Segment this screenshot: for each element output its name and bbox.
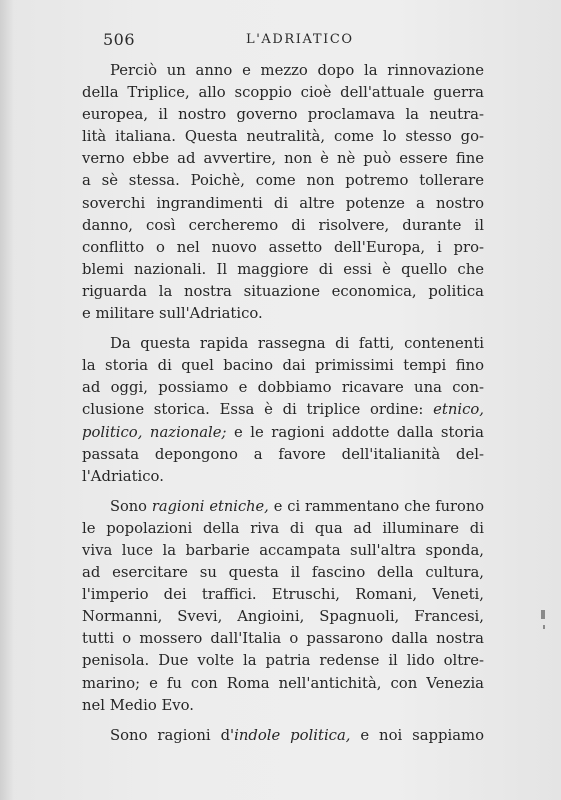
scan-speck xyxy=(541,610,545,619)
text-line xyxy=(82,466,484,488)
text-line xyxy=(82,584,484,606)
italic-text-run: ragioni etniche, xyxy=(151,497,269,515)
text-run: la storia di quel bacino dai primissimi tempi fino xyxy=(82,357,484,375)
text-line xyxy=(82,422,484,444)
text-run: nel Medio Evo. xyxy=(82,696,194,714)
text-run: ad oggi, possiamo e dobbiamo ricavare una con- xyxy=(82,379,484,397)
text-line xyxy=(82,650,484,672)
text-run: ad esercitare su questa il fascino della cultura, xyxy=(82,564,484,582)
text-line xyxy=(82,60,484,82)
text-line xyxy=(82,303,484,325)
text-run: e ci rammentano che furono xyxy=(268,497,485,515)
text-line xyxy=(82,126,484,148)
italic-text-run: etnico, xyxy=(433,401,484,419)
text-run: e militare sull'Adriatico. xyxy=(82,305,263,323)
text-line xyxy=(82,444,484,466)
text-line xyxy=(82,355,484,377)
text-run: soverchi ingrandimenti di altre potenze a nostro xyxy=(82,194,484,212)
text-line xyxy=(82,193,484,215)
text-run: Sono xyxy=(110,497,152,515)
page-number: 506 xyxy=(103,30,136,49)
text-line xyxy=(82,170,484,192)
page-gutter-shadow xyxy=(0,0,14,800)
text-run: e le ragioni addotte dalla storia xyxy=(226,423,484,441)
scan-speck xyxy=(543,625,545,629)
text-line xyxy=(82,399,484,421)
italic-text-run: politico, nazionale; xyxy=(82,423,227,441)
text-line xyxy=(82,628,484,650)
page-header xyxy=(103,30,488,52)
paragraph xyxy=(82,333,484,488)
text-line xyxy=(82,104,484,126)
text-run: Sono ragioni d' xyxy=(110,726,235,744)
paragraph xyxy=(82,60,484,325)
text-run: tutti o mossero dall'Italia o passarono dalla nostra xyxy=(82,630,484,648)
text-run: riguarda la nostra situazione economica, politica xyxy=(82,282,484,300)
paragraph xyxy=(82,496,484,717)
text-run: e noi sappiamo xyxy=(350,726,484,744)
text-run: della Triplice, allo scoppio cioè dell'attuale guerra xyxy=(82,84,484,102)
text-line xyxy=(82,377,484,399)
text-run: clusione storica. Essa è di triplice ordine: xyxy=(82,401,434,419)
text-run: l'Adriatico. xyxy=(82,467,164,485)
text-line xyxy=(82,673,484,695)
text-line xyxy=(82,695,484,717)
text-run: Perciò un anno e mezzo dopo la rinnovazione xyxy=(110,62,484,79)
text-line xyxy=(82,725,484,747)
italic-text-run: indole politica, xyxy=(234,726,351,744)
text-run: a sè stessa. Poichè, come non potremo tollerare xyxy=(82,172,484,190)
text-run: Da questa rapida rassegna di fatti, contenenti xyxy=(110,335,484,353)
body-text xyxy=(82,60,484,755)
text-run: danno, così cercheremo di risolvere, durante il xyxy=(82,216,484,234)
text-line xyxy=(82,540,484,562)
text-run: lità italiana. Questa neutralità, come lo stesso go- xyxy=(82,128,484,146)
text-run: le popolazioni della riva di qua ad illuminare di xyxy=(82,519,484,537)
text-run: penisola. Due volte la patria redense il lido oltre- xyxy=(82,652,484,670)
text-line xyxy=(82,148,484,170)
text-line xyxy=(82,606,484,628)
running-head: L'ADRIATICO xyxy=(246,32,354,47)
text-run: verno ebbe ad avvertire, non è nè può essere fine xyxy=(82,150,484,168)
text-run: Normanni, Svevi, Angioini, Spagnuoli, Francesi, xyxy=(82,608,484,626)
text-line xyxy=(82,562,484,584)
text-line xyxy=(82,518,484,540)
text-run: blemi nazionali. Il maggiore di essi è quello che xyxy=(82,260,484,278)
text-line xyxy=(82,281,484,303)
paragraph xyxy=(82,725,484,747)
text-run: europea, il nostro governo proclamava la neutra- xyxy=(82,106,484,124)
text-line xyxy=(82,259,484,281)
text-run: marino; e fu con Roma nell'antichità, con Venezia xyxy=(82,674,484,692)
text-line xyxy=(82,82,484,104)
text-line xyxy=(82,237,484,259)
text-run: l'imperio dei traffici. Etruschi, Romani, Veneti, xyxy=(82,586,484,604)
text-run: viva luce la barbarie accampata sull'altra sponda, xyxy=(82,541,484,559)
text-line xyxy=(82,215,484,237)
text-line xyxy=(82,496,484,518)
text-line xyxy=(82,333,484,355)
text-run: conflitto o nel nuovo assetto dell'Europa, i pro- xyxy=(82,238,484,256)
text-run: passata depongono a favore dell'italianità del- xyxy=(82,445,484,463)
